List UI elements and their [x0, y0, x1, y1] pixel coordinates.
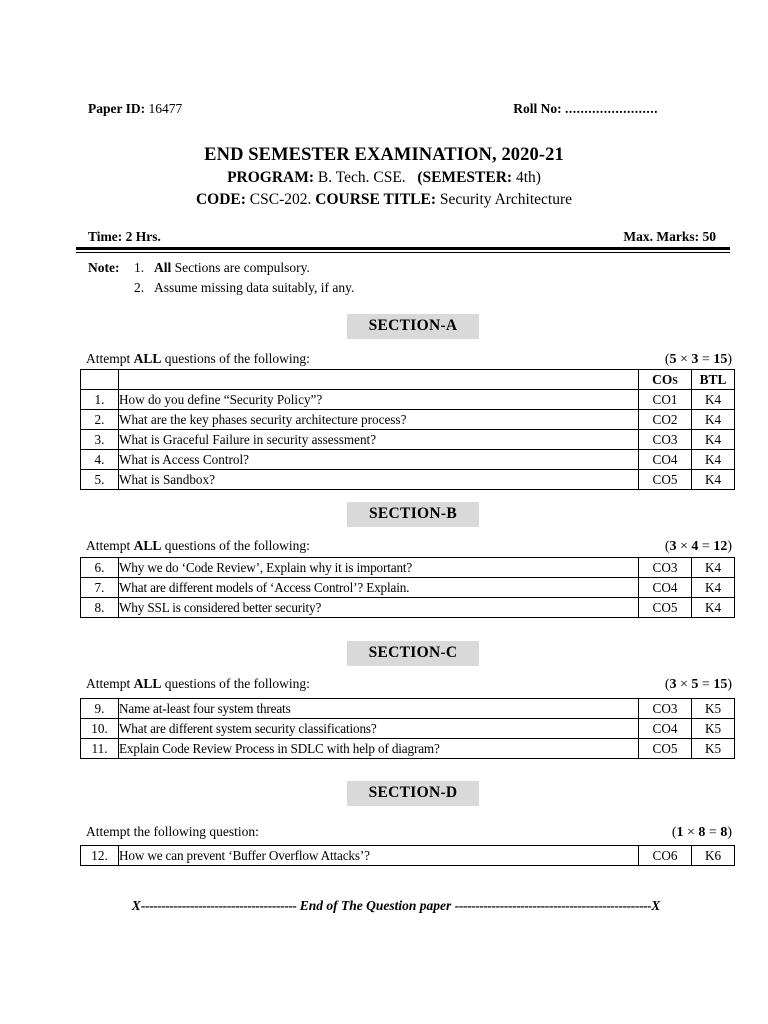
attempt-text-d: [86, 824, 259, 840]
question-co: CO5: [639, 470, 692, 490]
header-blank-num: [81, 370, 119, 390]
marks-d: (1 × 8 = 8): [671, 825, 732, 840]
marks-a-op1: ×: [676, 352, 692, 367]
question-number: 7.: [81, 578, 119, 598]
header-rule-thick: [76, 247, 730, 250]
max-marks-label: Max. Marks: 50: [623, 229, 716, 244]
table-header-row: [81, 370, 735, 390]
footer-text: End of The Question paper: [296, 898, 455, 913]
note-item-number: 1.: [134, 260, 145, 275]
note-item-number: 2.: [134, 279, 145, 295]
marks-b-op2: =: [698, 539, 714, 554]
question-text: Explain Code Review Process in SDLC with help of diagram?: [119, 739, 639, 759]
title-block: [0, 144, 768, 211]
marks-d-op2: =: [705, 825, 721, 840]
exam-title: END SEMESTER EXAMINATION, 2020-21: [204, 145, 564, 165]
header-cos-text: CO: [652, 371, 673, 387]
code-line: [0, 189, 768, 211]
marks-c-second: 5: [691, 677, 699, 692]
question-number: 4.: [81, 450, 119, 470]
table-row: [81, 390, 735, 410]
question-number: 11.: [81, 739, 119, 759]
semester-value: 4th): [515, 169, 541, 187]
note-row: [88, 278, 354, 298]
section-bar-d: SECTION-D: [347, 781, 479, 806]
table-row: [81, 450, 735, 470]
table-row: [81, 430, 735, 450]
attempt-prefix-c: Attempt: [86, 676, 134, 691]
marks-a: (5 × 3 = 15): [664, 352, 732, 367]
question-btl: K4: [692, 598, 735, 618]
section-bar-c: SECTION-C: [347, 641, 479, 666]
footer-right-dashes: ------------------------------------------------: [454, 898, 652, 913]
table-row: [81, 470, 735, 490]
marks-c-op1: ×: [676, 677, 692, 692]
question-text: What are different system security classifications?: [119, 719, 639, 739]
paper-id-value: 16477: [148, 101, 183, 116]
question-text: What is Access Control?: [119, 450, 639, 470]
question-number: 8.: [81, 598, 119, 618]
marks-d-second: 8: [698, 825, 706, 840]
footer-right-x: X: [651, 898, 661, 913]
marks-c-total: 15: [713, 677, 728, 692]
roll-no-label: Roll No:: [513, 101, 562, 116]
code-label: CODE:: [195, 191, 246, 209]
question-text: Name at-least four system threats: [119, 699, 639, 719]
marks-b-total: 12: [713, 539, 728, 554]
question-text: Why SSL is considered better security?: [119, 598, 639, 618]
table-row: [81, 719, 735, 739]
course-title-value: Security Architecture: [439, 191, 573, 209]
time-label: Time: 2 Hrs.: [88, 229, 161, 244]
program-value: B. Tech. CSE.: [317, 169, 406, 187]
question-btl: K5: [692, 719, 735, 739]
attempt-bold-c: ALL: [133, 676, 162, 691]
question-number: 1.: [81, 390, 119, 410]
note-item-bold: All: [154, 260, 172, 275]
question-text: How do you define “Security Policy”?: [119, 390, 639, 410]
section-bar-a: SECTION-A: [347, 314, 479, 339]
paper-id-label: Paper ID:: [88, 101, 146, 116]
question-table-c: [80, 698, 735, 759]
header-btl: BTL: [692, 370, 735, 390]
table-row: [81, 846, 735, 866]
question-number: 6.: [81, 558, 119, 578]
question-btl: K4: [692, 450, 735, 470]
question-number: 3.: [81, 430, 119, 450]
note-item-text: [154, 258, 310, 278]
marks-b: (3 × 4 = 12): [664, 539, 732, 554]
question-co: CO3: [639, 430, 692, 450]
header-blank-question: [119, 370, 639, 390]
question-table-d: [80, 845, 735, 866]
attempt-line-d: [86, 824, 732, 841]
marks-d-op1: ×: [683, 825, 699, 840]
attempt-text-c: [86, 676, 310, 692]
question-co: CO3: [639, 558, 692, 578]
code-value: CSC-202.: [249, 191, 312, 209]
question-text: What is Graceful Failure in security assessment?: [119, 430, 639, 450]
question-table-a: [80, 369, 735, 490]
attempt-suffix-a: questions of the following:: [161, 351, 310, 366]
marks-b-op1: ×: [676, 539, 692, 554]
end-of-paper-footer: [86, 898, 706, 914]
question-btl: K4: [692, 430, 735, 450]
question-co: CO5: [639, 739, 692, 759]
note-row: [88, 258, 354, 278]
note-block: [88, 258, 354, 297]
note-label: Note:: [88, 260, 120, 275]
note-item-text: Assume missing data suitably, if any.: [154, 279, 355, 295]
course-title-label: COURSE TITLE:: [315, 191, 437, 209]
marks-b-first: 3: [669, 539, 677, 554]
attempt-prefix-a: Attempt: [86, 351, 134, 366]
attempt-line-c: [86, 676, 732, 693]
question-btl: K4: [692, 470, 735, 490]
roll-no: [513, 101, 658, 117]
marks-d-first: 1: [676, 825, 684, 840]
semester-label: (SEMESTER:: [417, 169, 513, 187]
section-bar-b: SECTION-B: [347, 502, 479, 527]
program-line: [0, 167, 768, 189]
question-number: 12.: [81, 846, 119, 866]
question-co: CO4: [639, 450, 692, 470]
marks-c-op2: =: [698, 677, 714, 692]
attempt-line-b: [86, 538, 732, 555]
question-btl: K4: [692, 410, 735, 430]
question-number: 9.: [81, 699, 119, 719]
question-btl: K4: [692, 578, 735, 598]
question-btl: K6: [692, 846, 735, 866]
paper-id-rollno-row: [88, 101, 658, 117]
question-text: What are the key phases security architecture process?: [119, 410, 639, 430]
question-btl: K4: [692, 390, 735, 410]
question-text: What is Sandbox?: [119, 470, 639, 490]
marks-c-first: 3: [669, 677, 677, 692]
question-co: CO4: [639, 719, 692, 739]
attempt-prefix-b: Attempt: [86, 538, 134, 553]
question-table-b: [80, 557, 735, 618]
question-number: 10.: [81, 719, 119, 739]
question-co: CO4: [639, 578, 692, 598]
marks-a-second: 3: [691, 352, 699, 367]
marks-c: (3 × 5 = 15): [664, 677, 732, 692]
marks-a-total: 15: [713, 352, 728, 367]
attempt-prefix-d: Attempt the following question:: [86, 824, 259, 839]
footer-left-dashes: --------------------------------------: [140, 898, 297, 913]
table-row: [81, 410, 735, 430]
attempt-line-a: [86, 351, 732, 368]
program-label: PROGRAM:: [227, 169, 315, 187]
question-text: What are different models of ‘Access Control’? Explain.: [119, 578, 639, 598]
table-row: [81, 558, 735, 578]
marks-b-second: 4: [691, 539, 699, 554]
question-number: 2.: [81, 410, 119, 430]
time-marks-row: [88, 229, 716, 245]
footer-left-x: X: [131, 898, 141, 913]
marks-a-first: 5: [669, 352, 677, 367]
marks-d-total: 8: [720, 825, 728, 840]
attempt-suffix-b: questions of the following:: [161, 538, 310, 553]
note-item-rest: Sections are compulsory.: [171, 260, 310, 275]
attempt-text-b: [86, 538, 310, 554]
table-row: [81, 578, 735, 598]
question-text: Why we do ‘Code Review’, Explain why it is important?: [119, 558, 639, 578]
table-row: [81, 739, 735, 759]
question-co: CO2: [639, 410, 692, 430]
roll-no-blank: ........................: [565, 101, 658, 116]
attempt-text-a: [86, 351, 310, 367]
question-btl: K5: [692, 699, 735, 719]
question-co: CO3: [639, 699, 692, 719]
marks-a-op2: =: [698, 352, 714, 367]
table-row: [81, 699, 735, 719]
question-btl: K5: [692, 739, 735, 759]
header-cos: [639, 370, 692, 390]
question-text: How we can prevent ‘Buffer Overflow Attacks’?: [119, 846, 639, 866]
question-co: CO1: [639, 390, 692, 410]
question-co: CO5: [639, 598, 692, 618]
question-btl: K4: [692, 558, 735, 578]
header-rule-thin: [76, 252, 730, 253]
attempt-suffix-c: questions of the following:: [161, 676, 310, 691]
header-cos-subscript: S: [672, 375, 678, 387]
question-co: CO6: [639, 846, 692, 866]
paper-id: [88, 101, 182, 117]
attempt-bold-a: ALL: [133, 351, 162, 366]
question-number: 5.: [81, 470, 119, 490]
table-row: [81, 598, 735, 618]
attempt-bold-b: ALL: [133, 538, 162, 553]
